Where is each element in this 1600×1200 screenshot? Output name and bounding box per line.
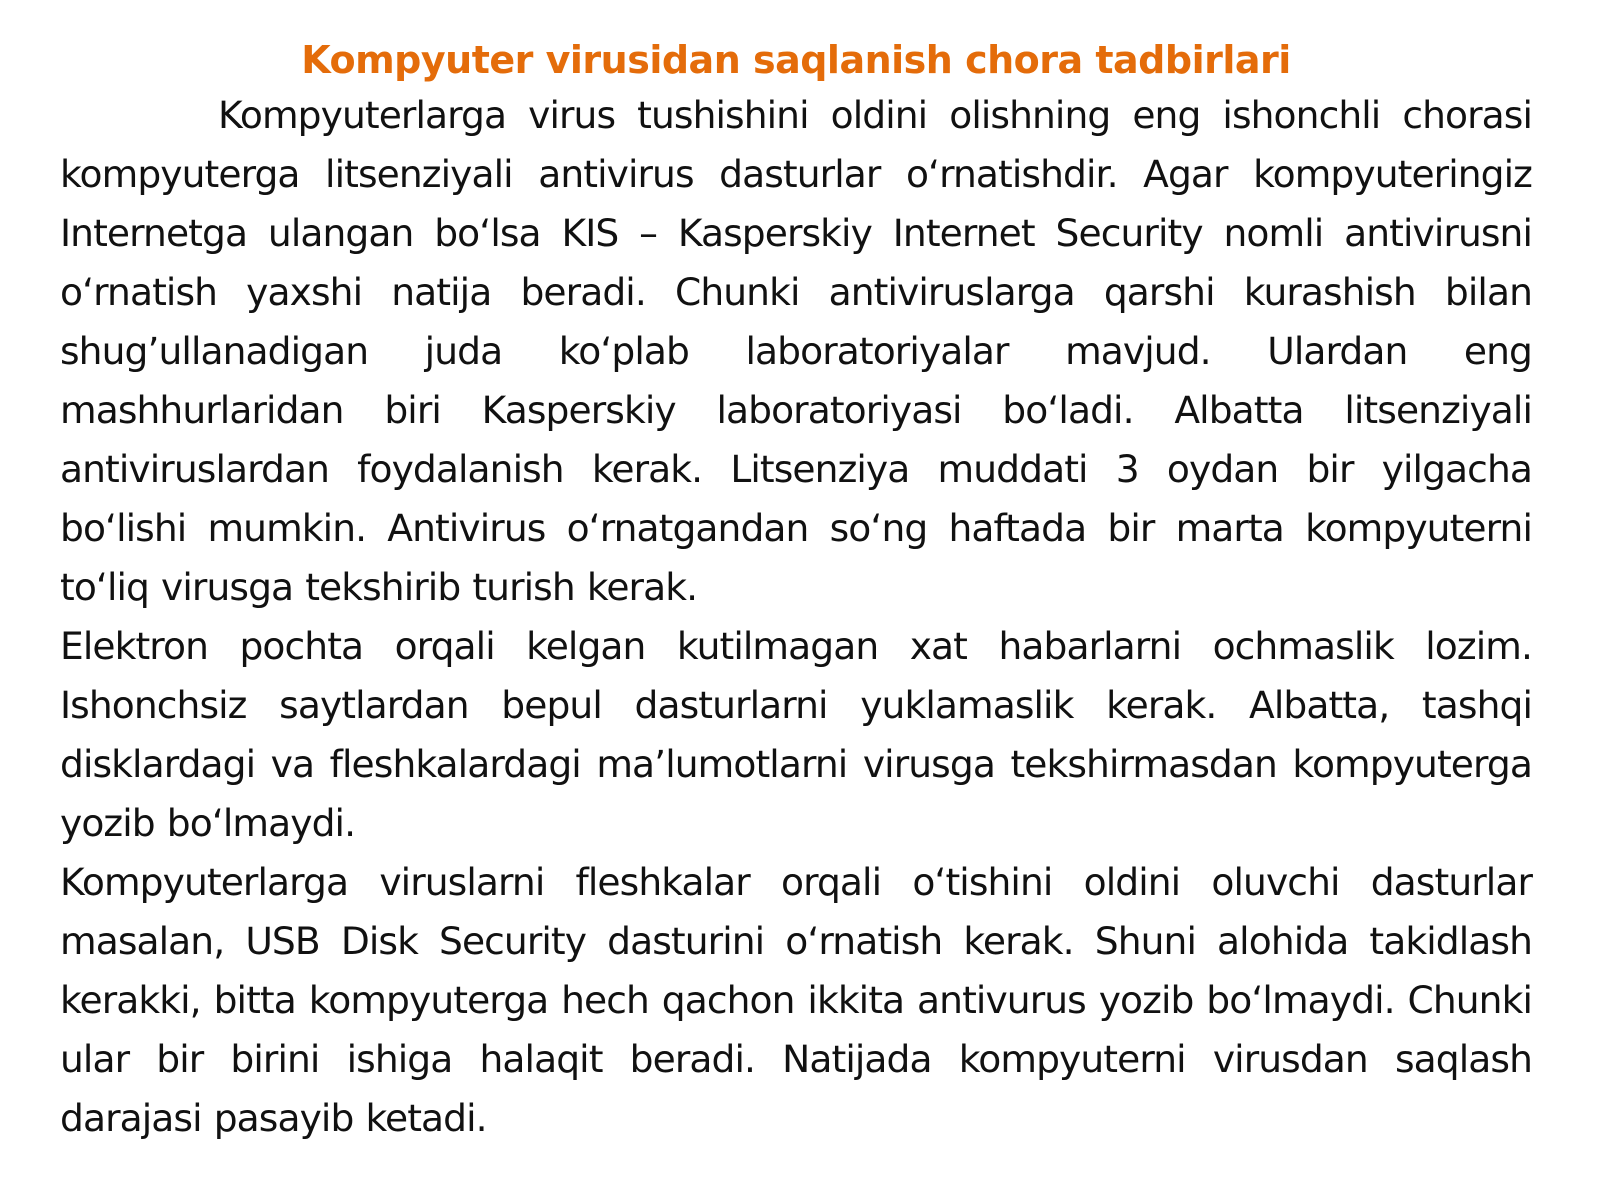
- paragraph-email-safety: Elektron pochta orqali kelgan kutilmagan xat habarlarni ochmaslik lozim. Ishonchsiz saytlardan bepul dasturlarni yuklamaslik kerak. Albatta, tashqi disklardagi va fleshkalardagi ma’lumotlarni virusga tekshirmasdan kompyuterga yozib boʻlmaydi.: [60, 624, 1532, 845]
- paragraph-usb-protection: Kompyuterlarga viruslarni fleshkalar orqali oʻtishini oldini oluvchi dasturlar masalan, USB Disk Security dasturini oʻrnatish kerak. Shuni alohida takidlash kerakki, bitta kompyuterga hech qachon ikkita antivurus yozib boʻlmaydi. Chunki ular bir birini ishiga halaqit beradi. Natijada kompyuterni virusdan saqlash darajasi pasayib ketadi.: [60, 860, 1532, 1140]
- page-title: Kompyuter virusidan saqlanish chora tadbirlari: [301, 38, 1291, 82]
- paragraph-antivirus-licensing: Kompyuterlarga virus tushishini oldini olishning eng ishonchli chorasi kompyuterga litsenziyali antivirus dasturlar oʻrnatishdir. Agar kompyuteringiz Internetga ulangan boʻlsa KIS – Kasperskiy Internet Security nomli antivirusni oʻrnatish yaxshi natija beradi. Chunki antiviruslarga qarshi kurashish bilan shug’ullanadigan juda koʻplab laboratoriyalar mavjud. Ulardan eng mashhurlaridan biri Kasperskiy laboratoriyasi boʻladi. Albatta litsenziyali antiviruslardan foydalanish kerak. Litsenziya muddati 3 oydan bir yilgacha boʻlishi mumkin. Antivirus oʻrnatgandan soʻng haftada bir marta kompyuterni toʻliq virusga tekshirib turish kerak.: [60, 93, 1532, 609]
